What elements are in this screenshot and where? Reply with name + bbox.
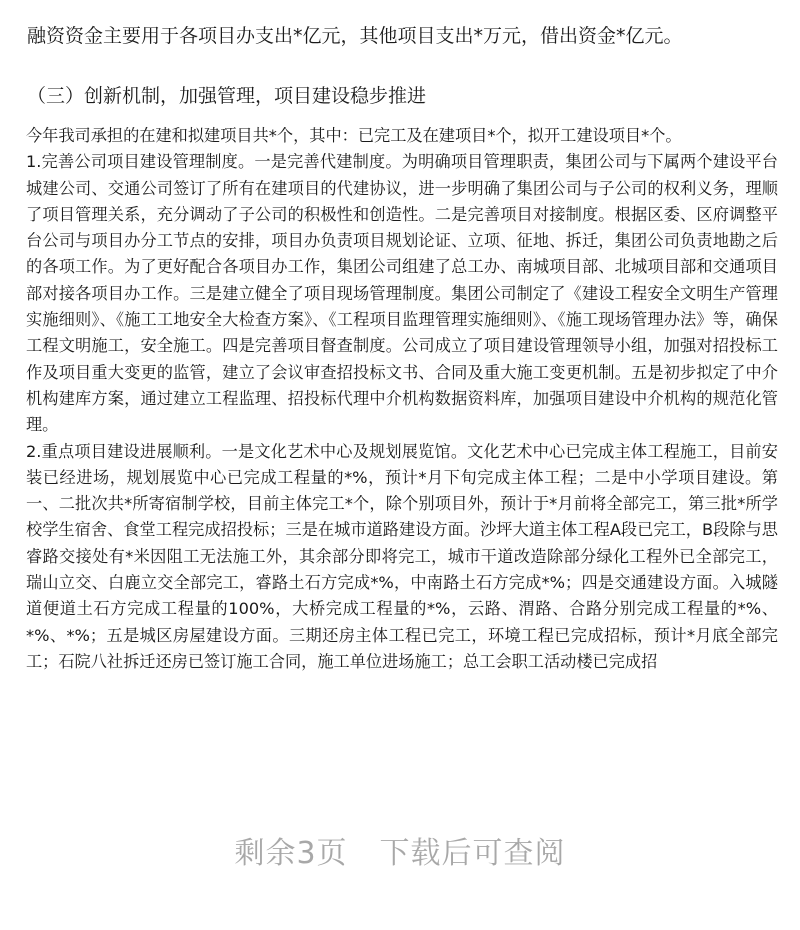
section-heading: （三）创新机制，加强管理，项目建设稳步推进 bbox=[27, 85, 427, 107]
paragraph-management-system: 1.完善公司项目建设管理制度。一是完善代建制度。为明确项目管理职责，集团公司与下属两个建设平台城建公司、交通公司签订了所有在建项目的代建协议，进一步明确了集团公司与子公司的权利义务，理顺了项目管理关系，充分调动了子公司的积极性和创造性。二是完善项目对接制度。根据区委、区府调整平台公司与项目办分工节点的安排，项目办负责项目规划论证、立项、征地、拆迁，集团公司负责地勘之后的各项工作。为了更好配合各项目办工作，集团公司组建了总工办、南城项目部、北城项目部和交通项目部对接各项目办工作。三是建立健全了项目现场管理制度。集团公司制定了《建设工程安全文明生产管理实施细则》、《施工工地安全大检查方案》、《工程项目监理管理实施细则》、《施工现场管理办法》等，确保工程文明施工，安全施工。四是完善项目督查制度。公司成立了项目建设管理领导小组，加强对招投标工作及项目重大变更的监管，建立了会议审查招投标文书、合同及重大施工变更机制。五是初步拟定了中介机构建库方案，通过建立工程监理、招投标代理中介机构数据资料库，加强项目建设中介机构的规范化管理。 bbox=[26, 152, 778, 435]
body-text bbox=[26, 123, 778, 675]
paragraph-key-projects: 2.重点项目建设进展顺利。一是文化艺术中心及规划展览馆。文化艺术中心已完成主体工程施工，目前安装已经进场，规划展览中心已完成工程量的*%，预计*月下旬完成主体工程；二是中小学项目建设。第一、二批次共*所寄宿制学校，目前主体完工*个，除个别项目外，预计于*月前将全部完工，第三批*所学校学生宿舍、食堂工程完成招投标；三是在城市道路建设方面。沙坪大道主体工程A段已完工，B段除与思睿路交接处有*米因阻工无法施工外，其余部分即将完工，城市干道改造除部分绿化工程外已全部完工，瑞山立交、白鹿立交全部完工，睿路土石方完成*%，中南路土石方完成*%；四是交通建设方面。入城隧道便道土石方完成工程量的100%，大桥完成工程量的*%，云路、渭路、合路分别完成工程量的*%、*%、*%；五是城区房屋建设方面。三期还房主体工程已完工，环境工程已完成招标，预计*月底全部完工；石院八社拆迁还房已签订施工合同，施工单位进场施工；总工会职工活动楼已完成招 bbox=[26, 441, 778, 671]
paragraph-project-count: 今年我司承担的在建和拟建项目共*个，其中：已完工及在建项目*个，拟开工建设项目*个。 bbox=[26, 126, 682, 145]
lead-line: 融资资金主要用于各项目办支出*亿元，其他项目支出*万元，借出资金*亿元。 bbox=[27, 25, 683, 47]
remaining-pages-notice[interactable] bbox=[0, 832, 800, 876]
remaining-pages-label: 剩余3页 bbox=[234, 836, 348, 871]
download-hint-label: 下载后可查阅 bbox=[379, 836, 566, 871]
